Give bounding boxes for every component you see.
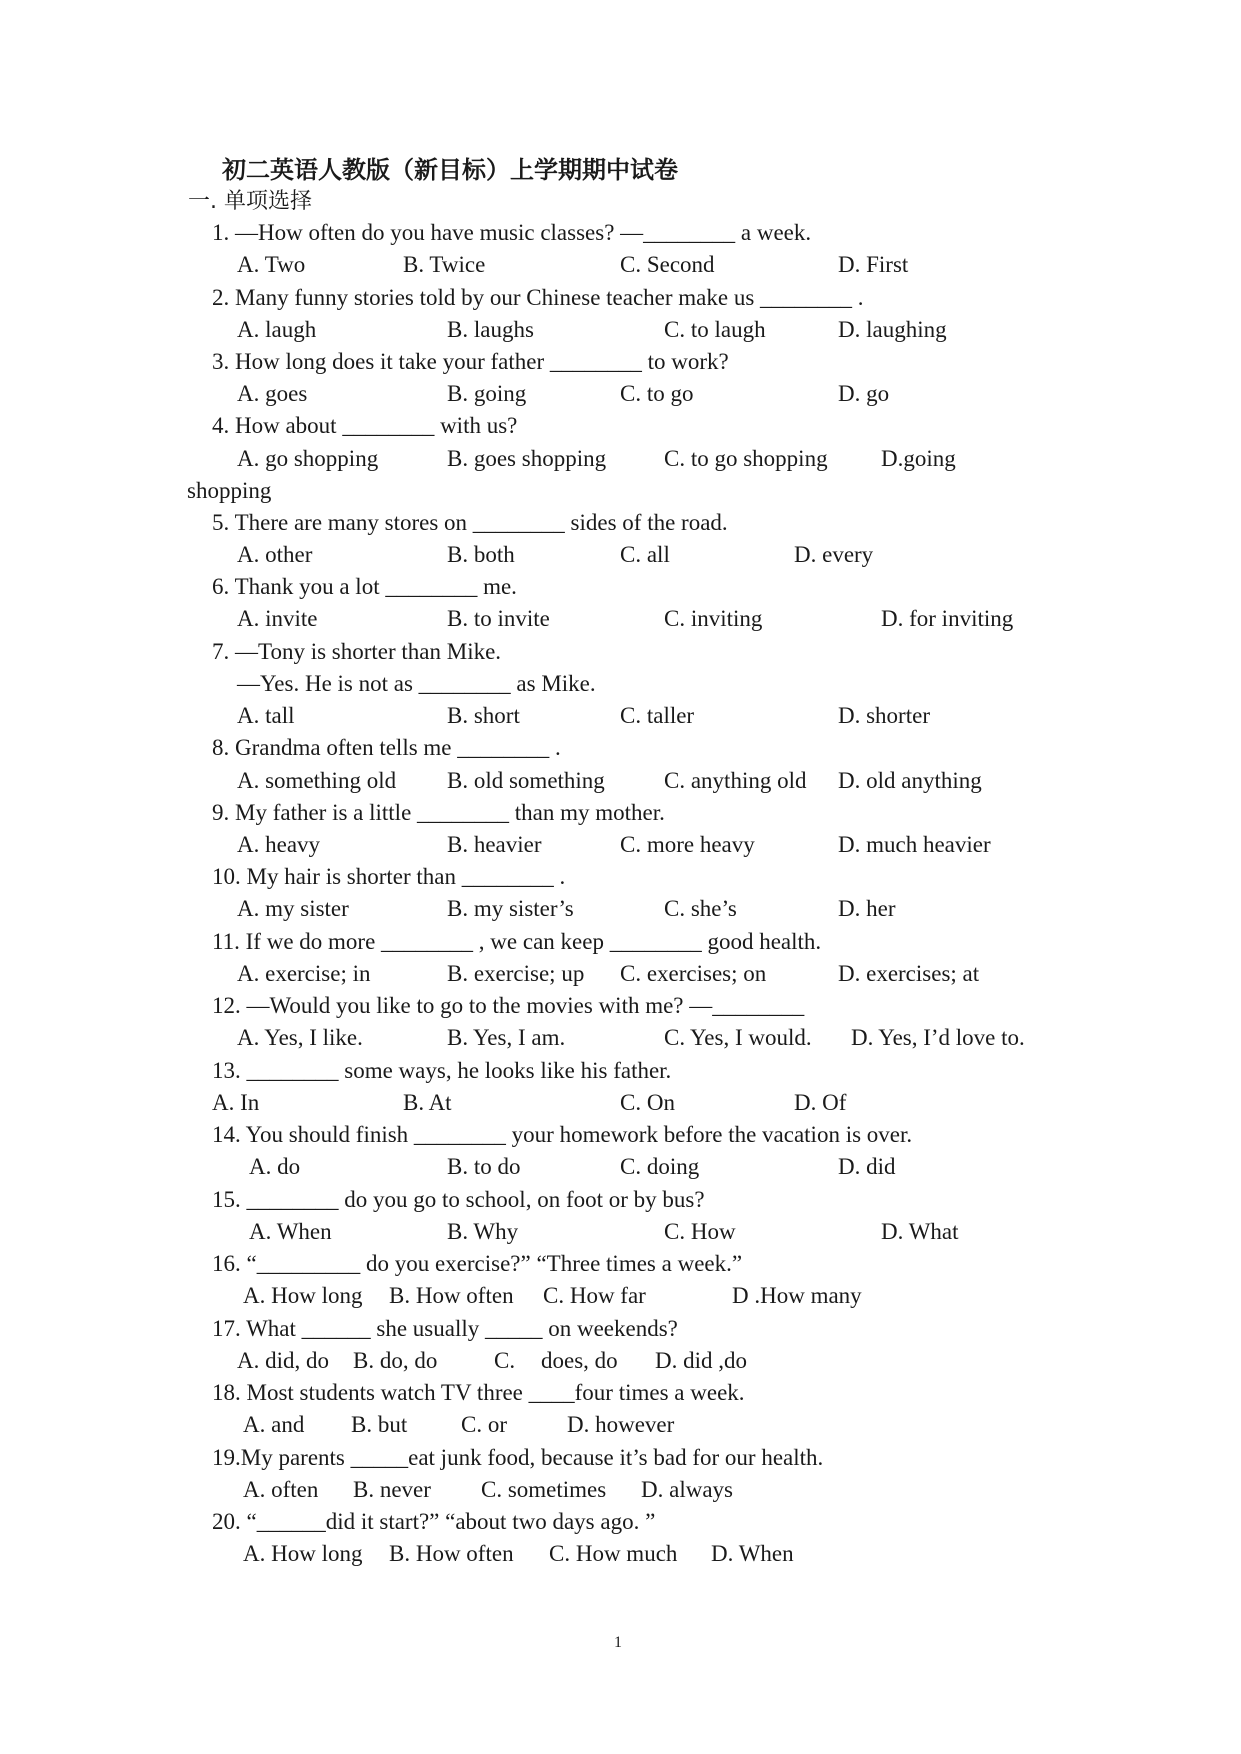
option: C. How far [543,1283,646,1308]
question-stem: 3. How long does it take your father ________ to work? [212,349,729,374]
option: D. old anything [838,768,982,793]
option: C. How [664,1219,736,1244]
option: C. all [620,542,670,567]
option: D .How many [732,1283,862,1308]
option: B. do, do [353,1348,438,1373]
question-stem: 1. —How often do you have music classes? —________ a week. [212,220,812,245]
option: C. On [620,1090,675,1115]
option: D. did ,do [655,1348,747,1373]
option: D. shorter [838,703,930,728]
option: A. In [212,1090,260,1115]
option: B. old something [447,768,605,793]
option: D. go [838,381,890,406]
option: A. How long [243,1541,363,1566]
option: D. for inviting [881,606,1014,631]
option: C. [494,1348,516,1373]
option: A. something old [237,768,397,793]
option: C. Yes, I would. [664,1025,812,1050]
question-stem: 14. You should finish ________ your homework before the vacation is over. [212,1122,913,1147]
option: C. Second [620,252,715,277]
option: B. At [403,1090,452,1115]
option: D. however [567,1412,675,1437]
question-stem-line: —Yes. He is not as ________ as Mike. [237,671,596,696]
option: C. doing [620,1154,700,1179]
option: C. she’s [664,896,737,921]
option: B. How often [389,1541,514,1566]
option: A. and [243,1412,305,1437]
option: A. heavy [237,832,321,857]
option: C. or [461,1412,507,1437]
question-stem: 15. ________ do you go to school, on foot or by bus? [212,1187,705,1212]
option: B. my sister’s [447,896,574,921]
option: B. Why [447,1219,519,1244]
option: A. exercise; in [237,961,371,986]
question-stem: 11. If we do more ________ , we can keep ________ good health. [212,929,822,954]
option: C. inviting [664,606,763,631]
option: B. both [447,542,515,567]
question-stem: 9. My father is a little ________ than my mother. [212,800,665,825]
option: D. laughing [838,317,947,342]
section-heading: 一. 单项选择 [188,189,312,214]
question-stem: 8. Grandma often tells me ________ . [212,735,561,760]
question-stem: 5. There are many stores on ________ sides of the road. [212,510,728,535]
option: D. exercises; at [838,961,980,986]
question-stem: 17. What ______ she usually _____ on weekends? [212,1316,678,1341]
option: C. to go shopping [664,446,828,471]
option: A. go shopping [237,446,379,471]
option: B. short [447,703,520,728]
option: C. anything old [664,768,807,793]
option: B. exercise; up [447,961,585,986]
option: D.going [881,446,956,471]
option: B. heavier [447,832,542,857]
option: B. to invite [447,606,550,631]
question-stem: 19.My parents _____eat junk food, because it’s bad for our health. [212,1445,824,1470]
option: C. How much [549,1541,678,1566]
option: D. every [794,542,874,567]
option: A. other [237,542,313,567]
option: B. Yes, I am. [447,1025,566,1050]
option: A. When [249,1219,332,1244]
question-stem: 6. Thank you a lot ________ me. [212,574,517,599]
option-text: does, do [541,1348,618,1373]
option: D. always [641,1477,733,1502]
question-stem: 13. ________ some ways, he looks like his father. [212,1058,672,1083]
question-stem: 2. Many funny stories told by our Chinese teacher make us ________ . [212,285,864,310]
question-stem: 18. Most students watch TV three ____four times a week. [212,1380,745,1405]
option: B. laughs [447,317,534,342]
page-number: 1 [614,1634,622,1651]
option: C. taller [620,703,695,728]
option: A. Yes, I like. [237,1025,363,1050]
question-stem: 20. “______did it start?” “about two days ago. ” [212,1509,656,1534]
option: D. First [838,252,909,277]
option: A. did, do [237,1348,329,1373]
option: C. sometimes [481,1477,607,1502]
option: B. to do [447,1154,521,1179]
option: A. How long [243,1283,363,1308]
question-stem: 7. —Tony is shorter than Mike. [212,639,502,664]
option: A. do [249,1154,301,1179]
document-title: 初二英语人教版（新目标）上学期期中试卷 [222,156,678,184]
question-stem: 16. “_________ do you exercise?” “Three times a week.” [212,1251,743,1276]
option: A. my sister [237,896,349,921]
question-stem: 12. —Would you like to go to the movies with me? —________ [212,993,805,1018]
option-wrap: shopping [187,478,272,503]
option: A. invite [237,606,318,631]
option: D. What [881,1219,959,1244]
question-stem: 4. How about ________ with us? [212,413,518,438]
option: B. How often [389,1283,514,1308]
option: A. often [243,1477,319,1502]
option: D. much heavier [838,832,991,857]
option: C. to go [620,381,694,406]
option: D. Of [794,1090,847,1115]
option: C. more heavy [620,832,755,857]
option: B. never [353,1477,431,1502]
option: D. When [711,1541,794,1566]
option: A. tall [237,703,295,728]
option: B. goes shopping [447,446,607,471]
option: A. goes [237,381,308,406]
option: D. did [838,1154,896,1179]
option: B. but [351,1412,408,1437]
option: B. Twice [403,252,486,277]
question-stem: 10. My hair is shorter than ________ . [212,864,566,889]
option: D. Yes, I’d love to. [851,1025,1025,1050]
option: C. to laugh [664,317,766,342]
option: A. Two [237,252,306,277]
option: D. her [838,896,896,921]
option: C. exercises; on [620,961,767,986]
option: A. laugh [237,317,317,342]
option: B. going [447,381,527,406]
